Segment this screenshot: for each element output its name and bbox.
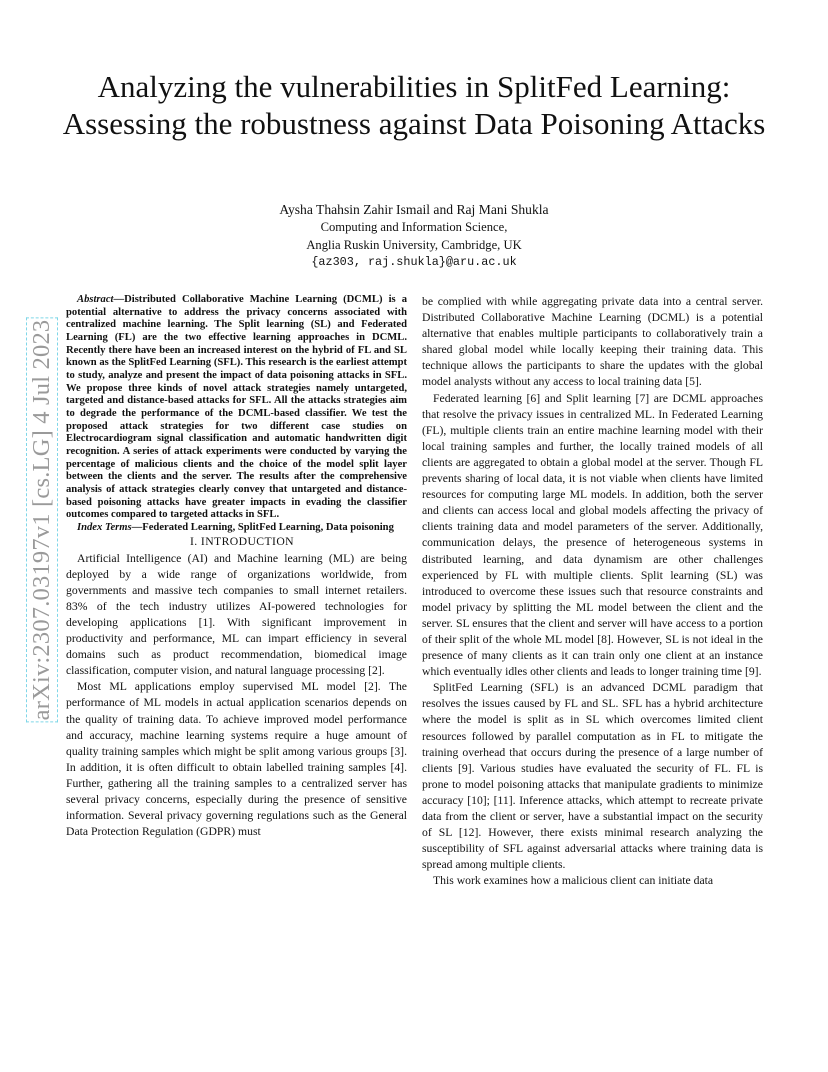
abstract xyxy=(66,294,407,522)
body-paragraph: Most ML applications employ supervised ML model [2]. The performance of ML models in actual application scenarios depends on the quality of training data. To achieve improved model performance and accuracy, machine learning systems require a huge amount of quality training samples which might be split among various groups [3]. In addition, it is often difficult to obtain labelled training samples [4]. Further, gathering all the training samples to a centralized server has several privacy concerns, especially during the presence of sensitive information. Several privacy governing regulations such as the General Data Protection Regulation (GDPR) must xyxy=(66,680,407,839)
affiliation-university: Anglia Ruskin University, Cambridge, UK xyxy=(306,237,522,252)
body-paragraph: Federated learning [6] and Split learning [7] are DCML approaches that resolve the privacy issues in centralized ML. In Federated Learning (FL), multiple clients train an entire machine learning model with their local training samples and further, the locally trained models of all clients are aggregated to obtain a global model at the server. Though FL prevents sharing of local data, it is not viable when clients have limited resources for computing large ML models. In addition, both the server and clients can access local and global models affecting the privacy of clients training data and model parameters of the server. Additionally, communication delays, the presence of heterogeneous systems in distributed learning, and data dynamism are other challenges experienced by FL with multiple clients. Split learning (SL) was introduced to overcome these issues such that resource constraints and model privacy by splitting the ML model between the client and the server. SL ensures that the client and server will have access to a portion of their split of the whole ML model [8]. However, SL is not ideal in the presence of many clients as it can train only one client at an instance which eventually idles other clients and leads to longer training time [9]. xyxy=(422,391,763,679)
body-paragraph: This work examines how a malicious client can initiate data xyxy=(433,874,714,888)
index-terms-label: Index Terms xyxy=(77,521,132,533)
index-terms-text: —Federated Learning, SplitFed Learning, Data poisoning xyxy=(131,521,394,533)
section-title-initial: I xyxy=(200,535,206,549)
body-paragraph: SplitFed Learning (SFL) is an advanced DCML paradigm that resolves the issues caused by FL and SL. SFL has a hybrid architecture where the model is split as in SL which overcomes limited client resources followed by parallel computation as in FL to mitigate the training overhead that occurs during the presence of a large number of clients [9]. Various studies have evaluated the security of FL. FL is prone to model poisoning attacks that manipulate gradients to minimize accuracy [10]; [11]. Inference attacks, which attempt to recreate private data from the client or server, have a substantial impact on the security of SL [12]. However, there exists minimal research analyzing the susceptibility of SFL against adversarial attacks where training data is spread among multiple clients. xyxy=(422,681,763,872)
author-list: Aysha Thahsin Zahir Ismail and Raj Mani Shukla xyxy=(279,202,549,217)
body-paragraph: Artificial Intelligence (AI) and Machine learning (ML) are being deployed by a wide range of organizations worldwide, from governments and massive tech companies to small internet retailers. 83% of the tech industry utilizes AI-powered technologies for developing applications [1]. With significant improvement in productivity and performance, ML can impart efficiency in several domains such as product recommendation, biomedical image classification, computer vision, and natural language processing [2]. xyxy=(66,551,407,678)
author-email: {az303, raj.shukla}@aru.ac.uk xyxy=(311,255,517,270)
section-number: I. xyxy=(189,535,201,549)
section-title-rest: NTRODUCTION xyxy=(205,535,295,549)
abstract-label: Abstract xyxy=(77,294,114,305)
arxiv-stamp: arXiv:2307.03197v1 [cs.LG] 4 Jul 2023 xyxy=(28,319,55,721)
body-paragraph: be complied with while aggregating private data into a central server. Distributed Collaborative Machine Learning (DCML) is a potential alternative that enables multiple participants to collaboratively train a shared global model while locally keeping their training data. This technique allows the participants to share the updates with the global model analysts without any access to local training data [5]. xyxy=(422,295,763,389)
paper-title: Analyzing the vulnerabilities in SplitFed Learning: Assessing the robustness against Data Poisoning Attacks xyxy=(62,69,766,141)
left-column xyxy=(66,294,407,840)
affiliation-department: Computing and Information Science, xyxy=(320,220,508,234)
abstract-text: —Distributed Collaborative Machine Learning (DCML) is a potential alternative to address the privacy concerns associated with centralized machine learning. The Split learning (SL) and Federated Learning (FL) are the two effective learning approaches in DCML. Recently there have been an increased interest on the hybrid of FL and SL known as the SplitFed Learning (SFL). This research is the earliest attempt to study, analyze and present the impact of data poisoning attacks in SFL. We propose three kinds of novel attack strategies namely untargeted, targeted and distance-based attacks for SFL. All the attacks strategies aim to degrade the performance of the DCML-based classifier. We test the proposed attack strategies for two different case studies on Electrocardiogram signal classification and automatic handwritten digit recognition. A series of attack experiments were conducted by varying the percentage of malicious clients and the choice of the model split layer between the clients and the server. The results after the comprehensive analysis of attack strategies clearly convey that untargeted and distance-based poisoning attacks have greater impacts in evading the classifier outcomes compared to targeted attacks in SFL. xyxy=(66,294,407,521)
right-column xyxy=(422,294,763,889)
affiliation xyxy=(0,219,828,272)
section-heading-introduction xyxy=(66,534,407,550)
index-terms xyxy=(66,522,407,535)
